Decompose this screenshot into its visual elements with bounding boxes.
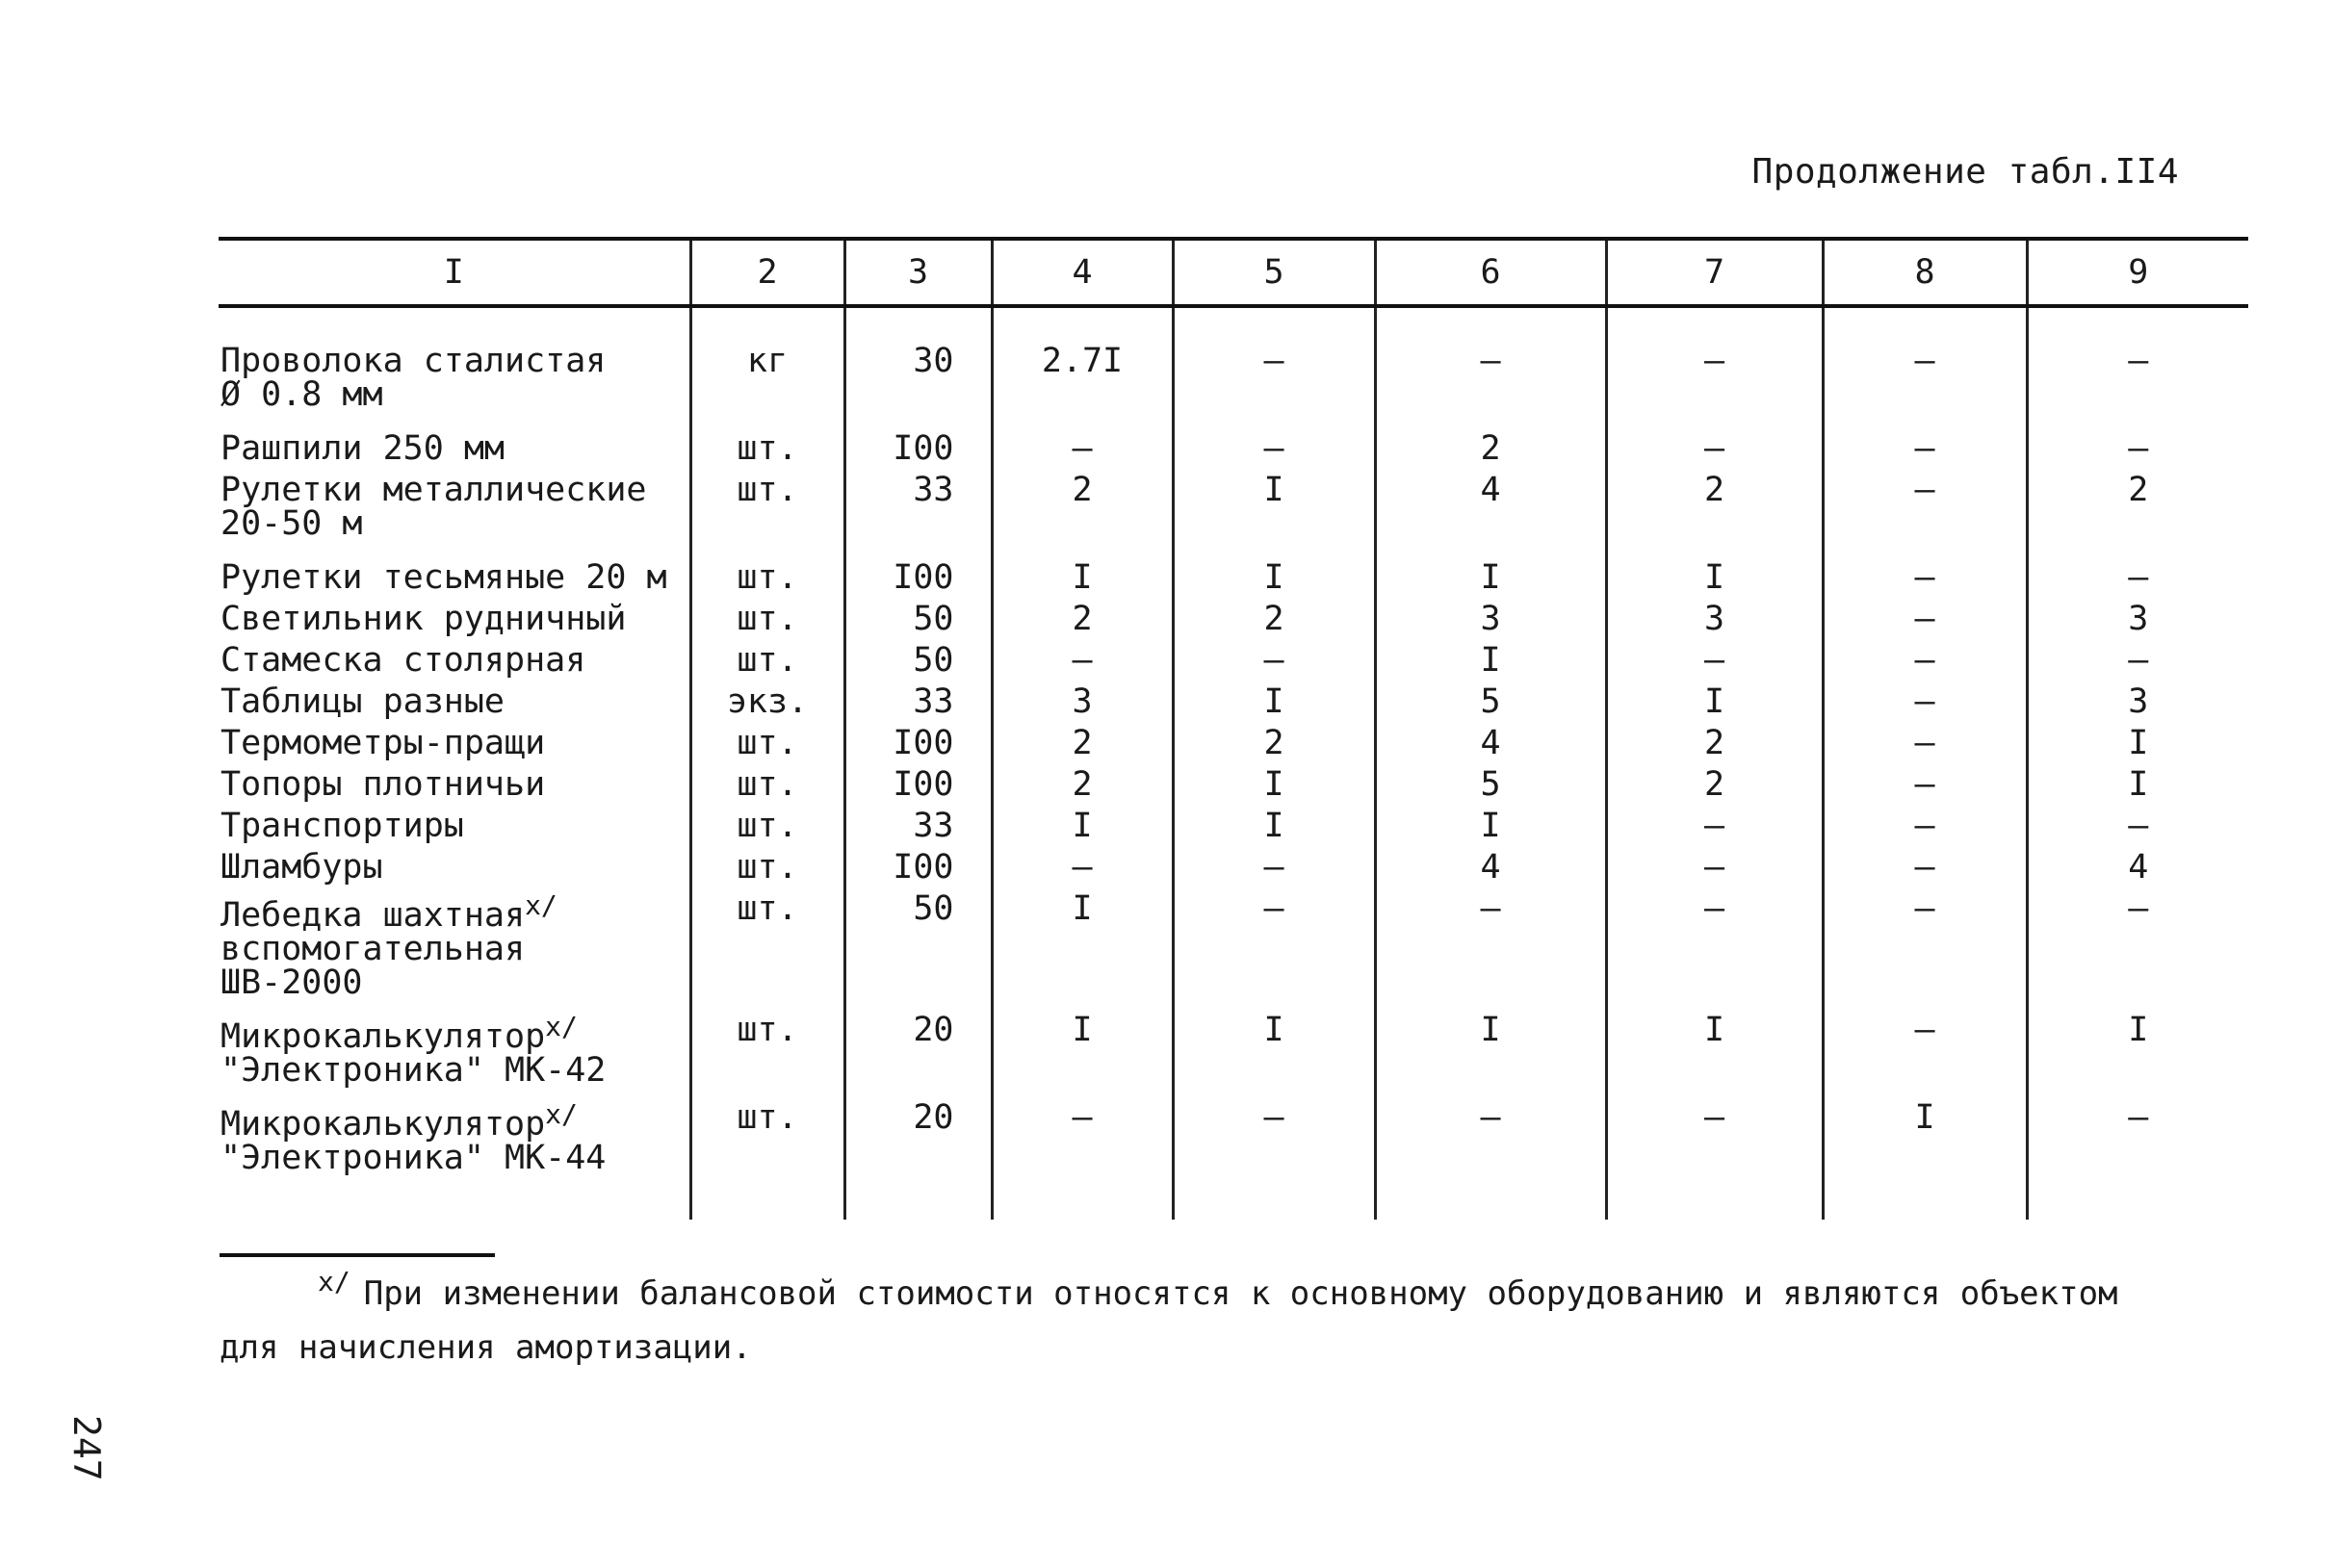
quantity-cell: I — [1375, 553, 1606, 595]
table-row — [219, 1006, 2248, 1093]
quantity-cell: 3 — [2027, 595, 2248, 636]
quantity-cell: I — [1375, 1006, 1606, 1093]
quantity-cell: I — [992, 553, 1173, 595]
footnote — [220, 1255, 2193, 1375]
quantity-cell: I — [1173, 553, 1375, 595]
quantity-cell: 5 — [1375, 678, 1606, 719]
quantity-cell: – — [1823, 424, 2027, 466]
quantity-cell: – — [2027, 424, 2248, 466]
quantity-cell: I — [992, 802, 1173, 843]
quantity-cell: 4 — [1375, 719, 1606, 760]
quantity-cell: – — [1375, 1093, 1606, 1220]
item-name-text: Проволока сталистая — [220, 342, 607, 380]
column-header: 6 — [1375, 239, 1606, 306]
item-name-line — [220, 342, 689, 380]
item-name-cell — [219, 802, 690, 843]
item-name-text: Рулетки металлические — [220, 471, 647, 509]
price-cell: 50 — [844, 636, 992, 678]
quantity-cell: – — [1823, 595, 2027, 636]
quantity-cell: 2 — [1606, 760, 1823, 802]
quantity-cell: – — [1823, 306, 2027, 424]
item-name-text: 20-50 м — [220, 504, 363, 543]
quantity-cell: – — [992, 1093, 1173, 1220]
unit-cell: шт. — [690, 553, 844, 595]
unit-cell: шт. — [690, 1006, 844, 1093]
item-name-line — [220, 429, 689, 468]
footnote-reference-mark: x/ — [545, 1098, 578, 1130]
quantity-cell: 4 — [2027, 843, 2248, 885]
quantity-cell: 2 — [1173, 719, 1375, 760]
column-header: 7 — [1606, 239, 1823, 306]
item-name-cell — [219, 1006, 690, 1093]
quantity-cell: 3 — [2027, 678, 2248, 719]
table-row — [219, 1093, 2248, 1220]
quantity-cell: – — [992, 636, 1173, 678]
quantity-cell: – — [2027, 1093, 2248, 1220]
data-table — [219, 237, 2248, 1220]
quantity-cell: – — [1173, 885, 1375, 1006]
quantity-cell: – — [1823, 466, 2027, 553]
unit-cell: шт. — [690, 802, 844, 843]
item-name-line — [220, 848, 689, 887]
quantity-cell: – — [1823, 1006, 2027, 1093]
unit-cell: шт. — [690, 466, 844, 553]
table-row — [219, 424, 2248, 466]
table-row — [219, 843, 2248, 885]
price-cell: 50 — [844, 885, 992, 1006]
quantity-cell: I — [1823, 1093, 2027, 1220]
item-name-line — [220, 600, 689, 638]
quantity-cell: 5 — [1375, 760, 1606, 802]
column-header: 9 — [2027, 239, 2248, 306]
item-name-line — [220, 471, 689, 509]
item-name-cell — [219, 595, 690, 636]
item-name-text: Шламбуры — [220, 848, 383, 887]
quantity-cell: – — [2027, 553, 2248, 595]
quantity-cell: – — [992, 843, 1173, 885]
quantity-cell: – — [992, 424, 1173, 466]
table-caption: Продолжение табл.II4 — [1751, 152, 2179, 192]
quantity-cell: – — [1823, 802, 2027, 843]
item-name-cell — [219, 636, 690, 678]
item-name-text: ШВ-2000 — [220, 964, 363, 1002]
item-name-cell — [219, 760, 690, 802]
unit-cell: шт. — [690, 1093, 844, 1220]
item-name-line — [220, 724, 689, 762]
quantity-cell: I — [1375, 636, 1606, 678]
data-table-container — [219, 237, 2248, 1220]
quantity-cell: – — [1823, 885, 2027, 1006]
footnote-reference-mark: x/ — [525, 889, 557, 921]
column-header: 5 — [1173, 239, 1375, 306]
table-row — [219, 719, 2248, 760]
unit-cell: шт. — [690, 719, 844, 760]
item-name-text: Ø 0.8 мм — [220, 375, 383, 414]
quantity-cell: – — [1606, 1093, 1823, 1220]
quantity-cell: – — [2027, 885, 2248, 1006]
quantity-cell: I — [2027, 1006, 2248, 1093]
item-name-cell — [219, 1093, 690, 1220]
quantity-cell: 4 — [1375, 466, 1606, 553]
table-body — [219, 306, 2248, 1220]
table-header-row — [219, 239, 2248, 306]
item-name-text: Транспортиры — [220, 807, 464, 845]
quantity-cell: I — [1173, 760, 1375, 802]
quantity-cell: – — [1606, 843, 1823, 885]
quantity-cell: I — [1606, 678, 1823, 719]
table-row — [219, 885, 2248, 1006]
item-name-line — [220, 966, 689, 1000]
quantity-cell: 2 — [2027, 466, 2248, 553]
quantity-cell: 3 — [1375, 595, 1606, 636]
footnote-reference-mark: x/ — [545, 1011, 578, 1042]
quantity-cell: 2 — [1606, 466, 1823, 553]
column-header: 2 — [690, 239, 844, 306]
quantity-cell: – — [1606, 306, 1823, 424]
unit-cell: шт. — [690, 424, 844, 466]
item-name-line — [220, 375, 689, 414]
price-cell: 20 — [844, 1093, 992, 1220]
unit-cell: экз. — [690, 678, 844, 719]
table-row — [219, 595, 2248, 636]
column-header: I — [219, 239, 690, 306]
quantity-cell: 2.7I — [992, 306, 1173, 424]
item-name-cell — [219, 719, 690, 760]
quantity-cell: – — [1173, 636, 1375, 678]
unit-cell: шт. — [690, 885, 844, 1006]
quantity-cell: 4 — [1375, 843, 1606, 885]
quantity-cell: 3 — [992, 678, 1173, 719]
item-name-line — [220, 1098, 689, 1144]
item-name-line — [220, 807, 689, 845]
price-cell: 30 — [844, 306, 992, 424]
quantity-cell: 2 — [992, 760, 1173, 802]
quantity-cell: 2 — [1606, 719, 1823, 760]
unit-cell: шт. — [690, 636, 844, 678]
quantity-cell: I — [1606, 553, 1823, 595]
column-header: 3 — [844, 239, 992, 306]
price-cell: I00 — [844, 424, 992, 466]
quantity-cell: – — [1823, 636, 2027, 678]
quantity-cell: – — [1173, 306, 1375, 424]
item-name-text: "Электроника" МК-42 — [220, 1051, 607, 1090]
quantity-cell: I — [992, 1006, 1173, 1093]
quantity-cell: 3 — [1606, 595, 1823, 636]
item-name-line — [220, 1139, 689, 1177]
quantity-cell: 2 — [992, 719, 1173, 760]
quantity-cell: – — [1823, 678, 2027, 719]
quantity-cell: – — [1173, 424, 1375, 466]
unit-cell: шт. — [690, 843, 844, 885]
table-row — [219, 678, 2248, 719]
quantity-cell: I — [1606, 1006, 1823, 1093]
quantity-cell: – — [1606, 802, 1823, 843]
quantity-cell: – — [1823, 553, 2027, 595]
column-header: 4 — [992, 239, 1173, 306]
table-row — [219, 306, 2248, 424]
price-cell: 20 — [844, 1006, 992, 1093]
column-header: 8 — [1823, 239, 2027, 306]
quantity-cell: I — [992, 885, 1173, 1006]
footnote-mark: x/ — [318, 1266, 350, 1298]
price-cell: 50 — [844, 595, 992, 636]
item-name-text: Рулетки тесьмяные 20 м — [220, 558, 667, 597]
footnote-text: При изменении балансовой стоимости относятся к основному оборудованию и являются объектом для начисления амортизации. — [220, 1274, 2118, 1367]
quantity-cell: I — [2027, 760, 2248, 802]
item-name-line — [220, 641, 689, 680]
quantity-cell: I — [2027, 719, 2248, 760]
quantity-cell: – — [1375, 306, 1606, 424]
item-name-cell — [219, 553, 690, 595]
unit-cell: кг — [690, 306, 844, 424]
unit-cell: шт. — [690, 760, 844, 802]
quantity-cell: – — [2027, 306, 2248, 424]
table-row — [219, 760, 2248, 802]
item-name-line — [220, 504, 689, 543]
quantity-cell: – — [2027, 802, 2248, 843]
quantity-cell: 2 — [1173, 595, 1375, 636]
quantity-cell: – — [1606, 636, 1823, 678]
item-name-text: Микрокалькулятор — [220, 1017, 546, 1056]
item-name-cell — [219, 843, 690, 885]
item-name-text: Термометры-пращи — [220, 724, 546, 762]
quantity-cell: – — [1823, 719, 2027, 760]
item-name-line — [220, 558, 689, 597]
table-row — [219, 466, 2248, 553]
quantity-cell: I — [1173, 802, 1375, 843]
page-number: 247 — [65, 1415, 108, 1481]
item-name-line — [220, 1051, 689, 1090]
item-name-text: Таблицы разные — [220, 682, 505, 721]
quantity-cell: – — [2027, 636, 2248, 678]
table-row — [219, 553, 2248, 595]
price-cell: I00 — [844, 843, 992, 885]
table-row — [219, 636, 2248, 678]
item-name-line — [220, 930, 689, 968]
item-name-text: Рашпили 250 мм — [220, 429, 505, 468]
quantity-cell: – — [1173, 1093, 1375, 1220]
item-name-cell — [219, 885, 690, 1006]
item-name-cell — [219, 466, 690, 553]
quantity-cell: – — [1173, 843, 1375, 885]
quantity-cell: I — [1173, 1006, 1375, 1093]
quantity-cell: – — [1606, 424, 1823, 466]
quantity-cell: 2 — [992, 466, 1173, 553]
item-name-text: Лебедка шахтная — [220, 896, 526, 935]
quantity-cell: – — [1606, 885, 1823, 1006]
item-name-cell — [219, 678, 690, 719]
item-name-line — [220, 765, 689, 804]
item-name-text: Светильник рудничный — [220, 600, 627, 638]
item-name-text: Микрокалькулятор — [220, 1105, 546, 1144]
item-name-cell — [219, 424, 690, 466]
quantity-cell: I — [1173, 466, 1375, 553]
item-name-text: Стамеска столярная — [220, 641, 586, 680]
item-name-line — [220, 1011, 689, 1056]
item-name-text: вспомогательная — [220, 930, 526, 968]
unit-cell: шт. — [690, 595, 844, 636]
price-cell: 33 — [844, 466, 992, 553]
price-cell: I00 — [844, 719, 992, 760]
table-row — [219, 802, 2248, 843]
price-cell: I00 — [844, 760, 992, 802]
item-name-cell — [219, 306, 690, 424]
item-name-line — [220, 682, 689, 721]
price-cell: 33 — [844, 678, 992, 719]
quantity-cell: – — [1823, 760, 2027, 802]
quantity-cell: 2 — [1375, 424, 1606, 466]
quantity-cell: I — [1375, 802, 1606, 843]
quantity-cell: 2 — [992, 595, 1173, 636]
item-name-line — [220, 889, 689, 935]
item-name-text: "Электроника" МК-44 — [220, 1139, 607, 1177]
item-name-text: Топоры плотничьи — [220, 765, 546, 804]
price-cell: 33 — [844, 802, 992, 843]
quantity-cell: – — [1823, 843, 2027, 885]
price-cell: I00 — [844, 553, 992, 595]
quantity-cell: I — [1173, 678, 1375, 719]
quantity-cell: – — [1375, 885, 1606, 1006]
